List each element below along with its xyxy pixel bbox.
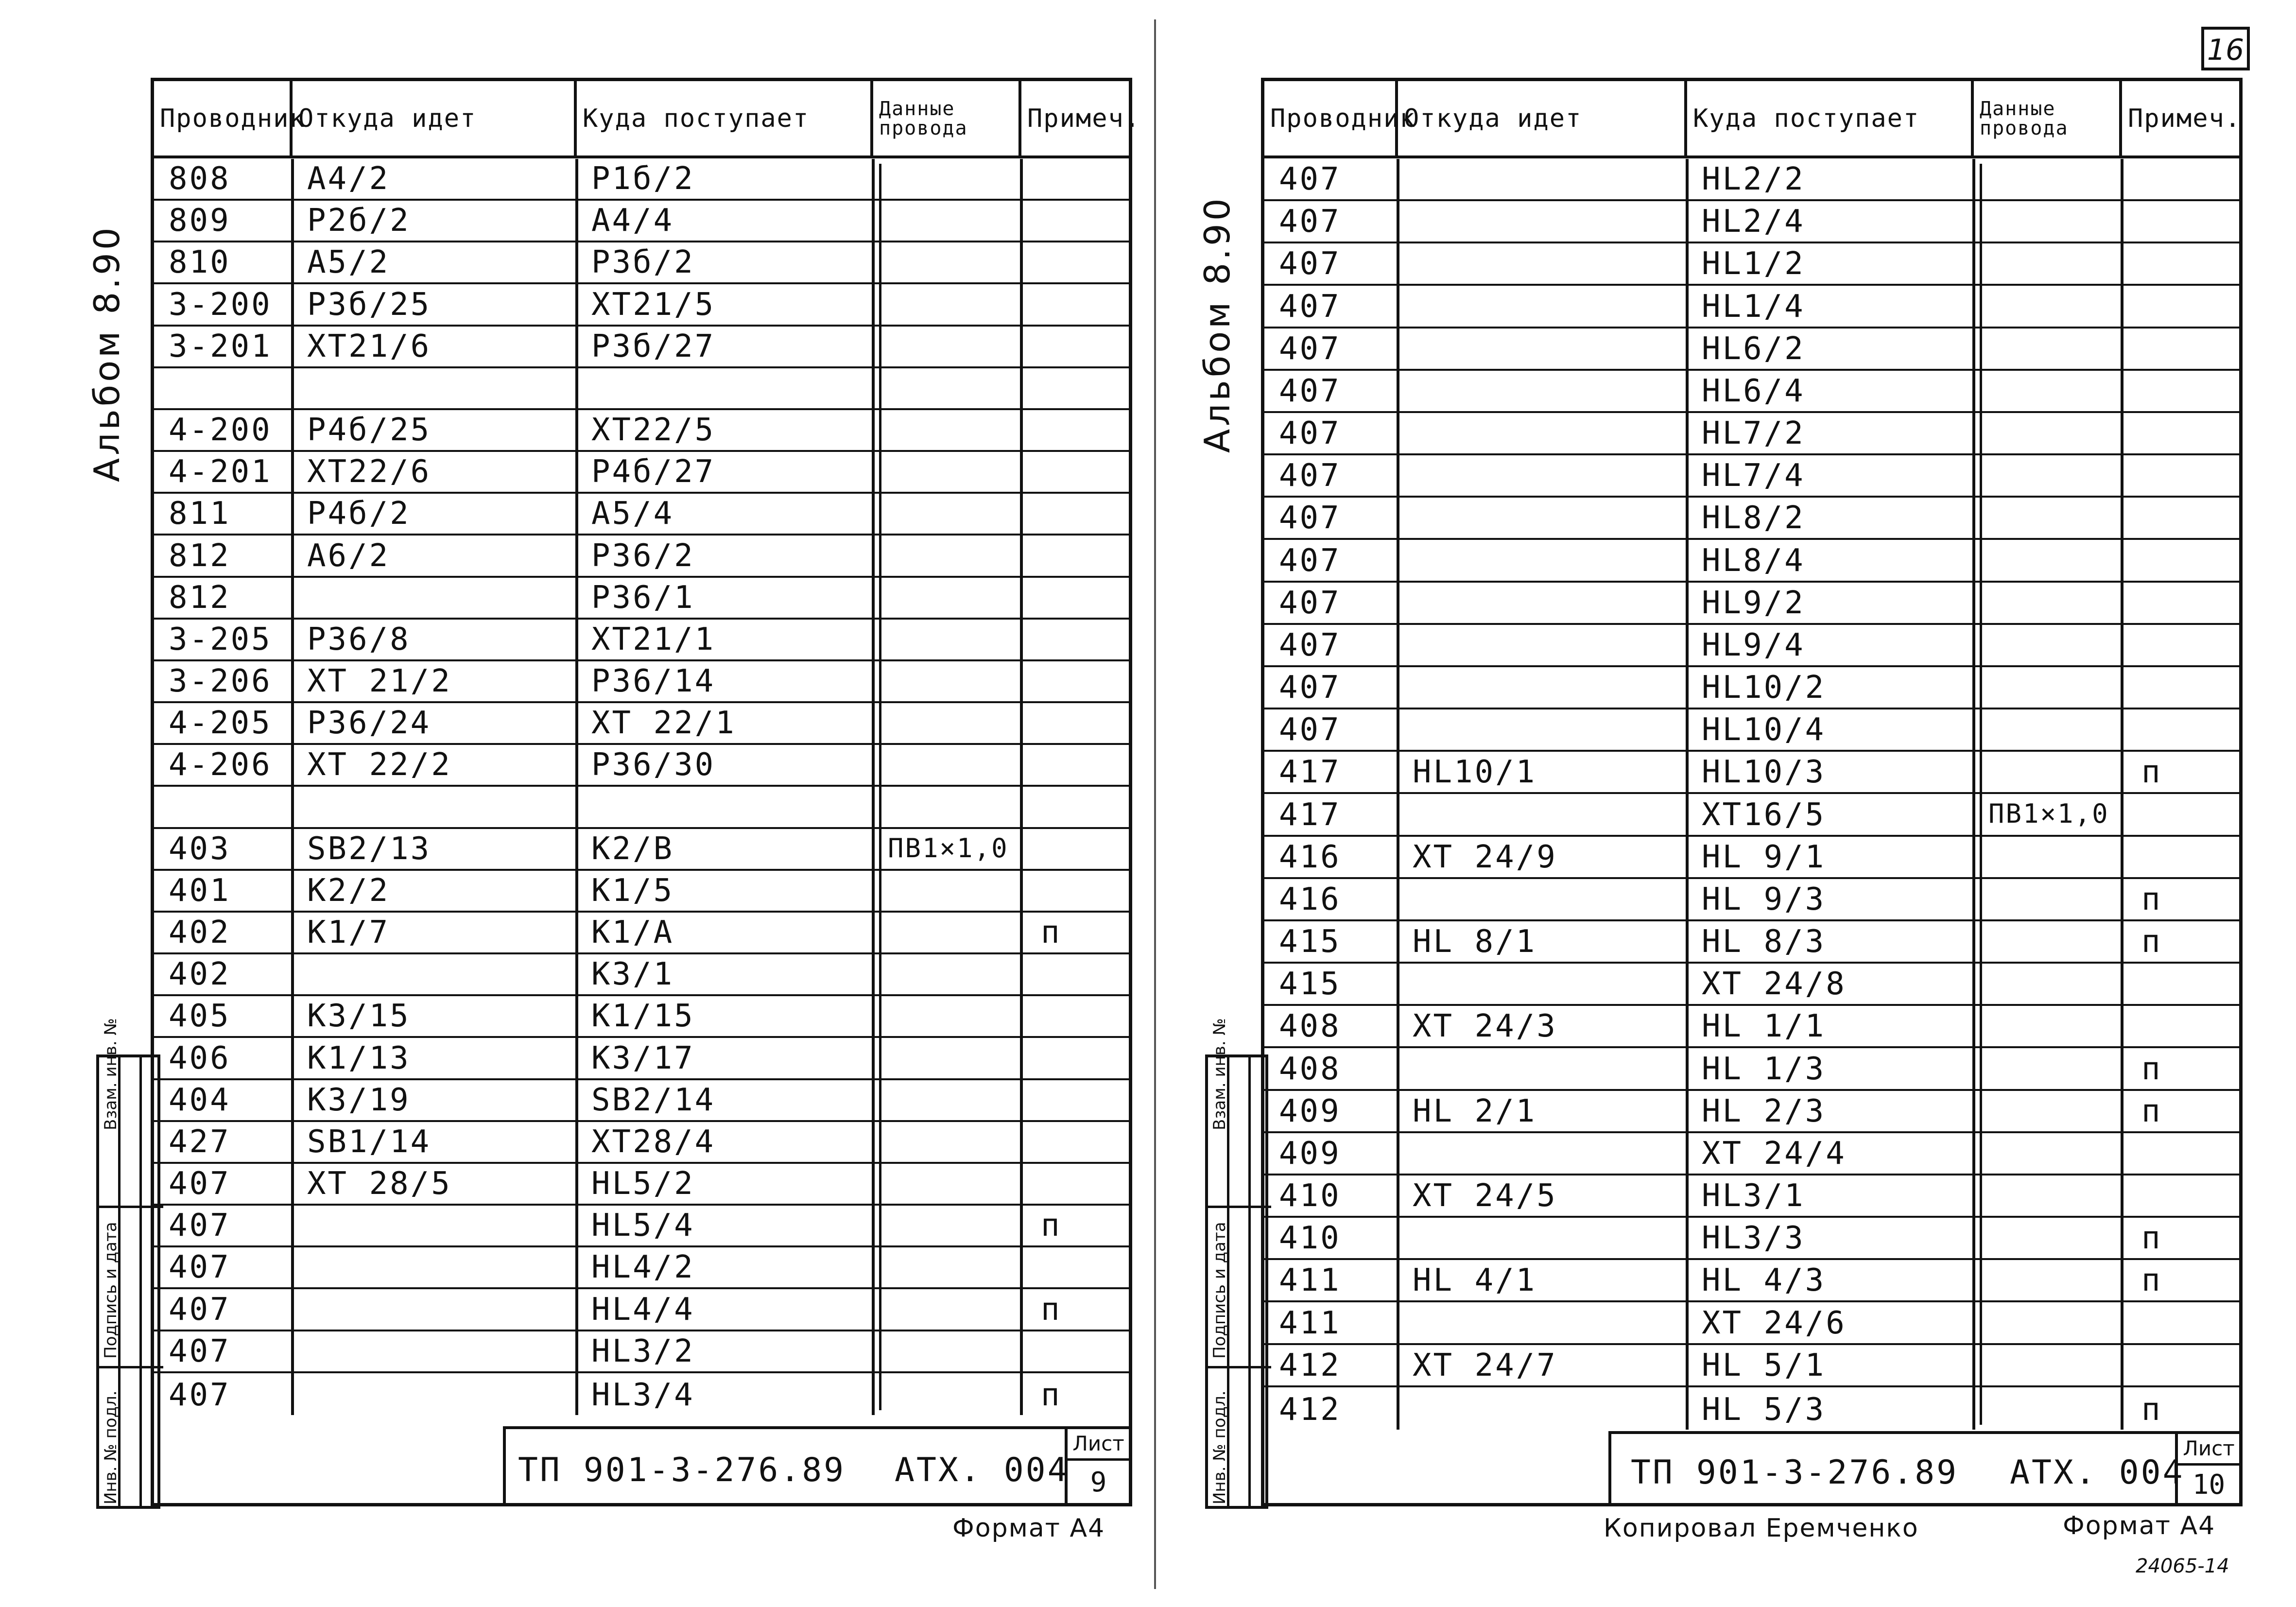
conductor-cell: 405 (169, 998, 231, 1035)
table-header (154, 81, 1141, 158)
to-cell: XT 22/1 (591, 705, 736, 742)
to-cell: HL2/4 (1702, 204, 1805, 240)
to-cell: XT 24/4 (1702, 1135, 1847, 1172)
table-row (1264, 413, 2239, 455)
stamp-right (1205, 1018, 1268, 1509)
table-row (1264, 1091, 2239, 1133)
from-cell: XT 21/2 (307, 663, 452, 700)
from-cell: HL 2/1 (1413, 1093, 1537, 1129)
to-cell: K2/B (591, 830, 674, 867)
conductor-cell: 401 (169, 872, 231, 909)
to-cell: HL7/4 (1702, 458, 1805, 494)
to-cell: HL1/2 (1702, 246, 1805, 282)
conductor-cell: 3-206 (169, 663, 272, 700)
from-cell: XT21/6 (307, 328, 432, 364)
from-cell: XT 24/3 (1413, 1008, 1557, 1045)
header-wire-data-line1: Данные (1980, 97, 2056, 120)
to-cell: HL3/2 (591, 1333, 695, 1369)
header-conductor: Проводник (1264, 81, 1398, 156)
conductor-cell: 408 (1279, 1008, 1341, 1045)
from-cell: SB1/14 (307, 1123, 432, 1160)
table-row (1264, 1303, 2239, 1345)
conductor-cell: 3-201 (169, 328, 272, 364)
note-cell: п (2141, 1220, 2162, 1257)
to-cell: HL 5/1 (1702, 1347, 1826, 1383)
to-cell: HL 9/1 (1702, 839, 1826, 875)
from-cell: SB2/13 (307, 830, 432, 867)
to-cell: HL 9/3 (1702, 881, 1826, 917)
from-cell: P4б/2 (307, 496, 411, 532)
to-cell: HL3/3 (1702, 1220, 1805, 1257)
conductor-cell: 407 (169, 1291, 231, 1328)
table-row (154, 1206, 1129, 1247)
conductor-cell: 403 (169, 830, 231, 867)
conductor-cell: 4-200 (169, 412, 272, 449)
table-row (154, 242, 1129, 284)
header-wire-data (873, 81, 1021, 156)
note-cell: п (2141, 1391, 2162, 1428)
stamp-label-inv: Инв. № подл. (101, 1390, 121, 1504)
doc-number-right: ТП 901-3-276.89 (1631, 1453, 1959, 1492)
to-cell: HL 1/1 (1702, 1008, 1826, 1045)
header-notes: Примеч. (1027, 104, 1141, 133)
conductor-cell: 415 (1279, 966, 1341, 1002)
conductor-cell: 417 (1279, 796, 1341, 833)
table-row (154, 1164, 1129, 1206)
conductor-cell: 417 (1279, 754, 1341, 791)
conductor-cell: 407 (1279, 712, 1341, 748)
to-cell: HL6/4 (1702, 373, 1805, 409)
table-row (1264, 328, 2239, 371)
album-label-right: Альбом 8.90 (1197, 195, 1238, 453)
conductor-cell: 407 (169, 1377, 231, 1413)
wire-brace (879, 164, 895, 1410)
conductor-cell: 407 (169, 1166, 231, 1202)
sheet-label-left: Лист (1068, 1429, 1129, 1461)
page-divider (1154, 19, 1156, 1589)
from-cell: P2б/2 (307, 203, 411, 239)
from-cell: P36/8 (307, 621, 411, 657)
from-cell: XT22/6 (307, 454, 432, 490)
title-block-right (1608, 1431, 2243, 1506)
table-row (154, 787, 1129, 829)
header-to: Куда поступает (577, 81, 873, 156)
doc-code-right: АТХ. 004 (2010, 1453, 2185, 1492)
conductor-cell: 3-200 (169, 286, 272, 323)
to-cell: HL 8/3 (1702, 924, 1826, 960)
table-row (154, 1373, 1129, 1415)
to-cell: P36/14 (591, 663, 716, 700)
sheet-number-right: 10 (2192, 1469, 2226, 1501)
to-cell: HL3/1 (1702, 1178, 1805, 1214)
table-row (154, 661, 1129, 703)
note-cell: п (2141, 881, 2162, 917)
note-cell: п (1041, 1291, 1062, 1328)
table-row (1264, 371, 2239, 413)
to-cell: HL 2/3 (1702, 1093, 1826, 1129)
to-cell: HL5/2 (591, 1166, 695, 1202)
conductor-cell: 404 (169, 1082, 231, 1118)
to-cell: P3б/2 (591, 244, 695, 281)
wire-spec: ПВ1×1,0 (1988, 798, 2109, 829)
header-wire-data-line2: провода (1980, 117, 2069, 139)
conductor-cell: 412 (1279, 1347, 1341, 1383)
table-row (154, 996, 1129, 1038)
from-cell: P3б/25 (307, 286, 432, 323)
table-row (154, 201, 1129, 242)
wire-table-left (151, 78, 1141, 1506)
conductor-cell: 427 (169, 1123, 231, 1160)
to-cell: K1/A (591, 915, 674, 951)
table-row (154, 1038, 1129, 1080)
table-row (1264, 1175, 2239, 1218)
to-cell: A5/4 (591, 496, 674, 532)
from-cell: K1/13 (307, 1040, 411, 1076)
table-row (154, 327, 1129, 368)
conductor-cell: 409 (1279, 1093, 1341, 1129)
header-wire-data-line1: Данные (879, 97, 955, 120)
note-cell: п (1041, 1208, 1062, 1244)
table-row (1264, 921, 2239, 964)
to-cell: HL 4/3 (1702, 1262, 1826, 1299)
table-row (1264, 1006, 2239, 1048)
conductor-cell: 411 (1279, 1262, 1341, 1299)
to-cell: HL 5/3 (1702, 1391, 1826, 1428)
conductor-cell: 810 (169, 244, 231, 281)
to-cell: XT21/5 (591, 286, 716, 323)
conductor-cell: 416 (1279, 881, 1341, 917)
header-wire-data-line2: провода (879, 117, 968, 139)
conductor-cell: 812 (169, 537, 231, 574)
format-left: Формат А4 (952, 1514, 1105, 1543)
conductor-cell: 407 (1279, 542, 1341, 579)
to-cell: HL7/2 (1702, 415, 1805, 452)
table-row (1264, 1049, 2239, 1091)
to-cell: HL1/4 (1702, 288, 1805, 325)
sheet-number-left: 9 (1090, 1466, 1107, 1498)
title-block-left (503, 1426, 1132, 1506)
to-cell: HL6/2 (1702, 330, 1805, 367)
header-from: Откуда идет (293, 81, 577, 156)
table-row (154, 1080, 1129, 1122)
table-row (1264, 583, 2239, 625)
to-cell: P3б/27 (591, 328, 716, 364)
table-row (1264, 1133, 2239, 1175)
conductor-cell: 407 (1279, 500, 1341, 536)
conductor-cell: 407 (169, 1333, 231, 1369)
table-row (1264, 159, 2239, 201)
header-to: Куда поступает (1687, 81, 1974, 156)
conductor-cell: 4-206 (169, 747, 272, 783)
table-row (1264, 1218, 2239, 1260)
from-cell: K1/7 (307, 915, 390, 951)
from-cell: HL10/1 (1413, 754, 1537, 791)
table-row (1264, 837, 2239, 879)
table-row (1264, 1387, 2239, 1430)
note-cell: п (2141, 1051, 2162, 1087)
table-row (154, 494, 1129, 536)
table-row (1264, 540, 2239, 583)
table-row (1264, 879, 2239, 921)
to-cell: XT21/1 (591, 621, 716, 657)
conductor-cell: 811 (169, 496, 231, 532)
conductor-cell: 808 (169, 161, 231, 197)
to-cell: HL10/2 (1702, 670, 1826, 706)
conductor-cell: 809 (169, 203, 231, 239)
page-number-box: 16 (2201, 27, 2250, 70)
from-cell: K3/19 (307, 1082, 411, 1118)
to-cell: P36/2 (591, 537, 695, 574)
conductor-cell: 4-205 (169, 705, 272, 742)
stamp-label-replace: Взам. инв. № (101, 1018, 121, 1130)
stamp-label-replace-right: Взам. инв. № (1210, 1018, 1229, 1130)
stamp-label-sign: Подпись и дата (101, 1222, 121, 1359)
note-cell: п (2141, 1093, 2162, 1129)
note-cell: п (1041, 915, 1062, 951)
table-row (154, 1290, 1129, 1331)
to-cell: HL8/4 (1702, 542, 1805, 579)
table-row (1264, 455, 2239, 498)
header-notes: Примеч. (2128, 104, 2242, 133)
conductor-cell: 407 (1279, 585, 1341, 621)
to-cell: HL4/4 (591, 1291, 695, 1328)
from-cell: K2/2 (307, 872, 390, 909)
table-row (154, 1247, 1129, 1289)
from-cell: XT 22/2 (307, 747, 452, 783)
conductor-cell: 407 (1279, 373, 1341, 409)
table-row (1264, 667, 2239, 709)
table-row (1264, 201, 2239, 243)
to-cell: XT28/4 (591, 1123, 716, 1160)
from-cell: A6/2 (307, 537, 390, 574)
to-cell: XT22/5 (591, 412, 716, 449)
to-cell: K1/5 (591, 872, 674, 909)
conductor-cell: 406 (169, 1040, 231, 1076)
to-cell: XT 24/6 (1702, 1305, 1847, 1341)
conductor-cell: 407 (1279, 288, 1341, 325)
table-row (1264, 243, 2239, 286)
conductor-cell: 410 (1279, 1220, 1341, 1257)
stamp-label-inv-right: Инв. № подл. (1210, 1390, 1229, 1504)
table-row (1264, 752, 2239, 794)
from-cell: A5/2 (307, 244, 390, 281)
from-cell: HL 4/1 (1413, 1262, 1537, 1299)
conductor-cell: 409 (1279, 1135, 1341, 1172)
header-conductor: Проводник (154, 81, 293, 156)
from-cell: XT 24/7 (1413, 1347, 1557, 1383)
to-cell: A4/4 (591, 203, 674, 239)
to-cell: SB2/14 (591, 1082, 716, 1118)
to-cell: HL4/2 (591, 1249, 695, 1286)
table-row (154, 871, 1129, 913)
conductor-cell: 407 (1279, 415, 1341, 452)
table-row (154, 452, 1129, 494)
header-wire-data (1974, 81, 2122, 156)
table-row (154, 285, 1129, 327)
conductor-cell: 412 (1279, 1391, 1341, 1428)
table-row (154, 1122, 1129, 1164)
table-row (1264, 709, 2239, 752)
conductor-cell: 407 (1279, 204, 1341, 240)
to-cell: HL10/4 (1702, 712, 1826, 748)
to-cell: HL9/4 (1702, 627, 1805, 663)
to-cell: XT 24/8 (1702, 966, 1847, 1002)
to-cell: HL8/2 (1702, 500, 1805, 536)
from-cell: XT 28/5 (307, 1166, 452, 1202)
table-row (1264, 964, 2239, 1006)
doc-number-left: ТП 901-3-276.89 (518, 1451, 846, 1489)
conductor-cell: 4-201 (169, 454, 272, 490)
conductor-cell: 402 (169, 915, 231, 951)
header-from: Откуда идет (1398, 81, 1687, 156)
table-row (154, 745, 1129, 787)
conductor-cell: 416 (1279, 839, 1341, 875)
conductor-cell: 411 (1279, 1305, 1341, 1341)
conductor-cell: 3-205 (169, 621, 272, 657)
to-cell: HL 1/3 (1702, 1051, 1826, 1087)
from-cell: K3/15 (307, 998, 411, 1035)
to-cell: P4б/27 (591, 454, 716, 490)
table-header (1264, 81, 2242, 158)
table-row (1264, 1260, 2239, 1302)
table-row (154, 1331, 1129, 1373)
to-cell: K3/1 (591, 956, 674, 993)
conductor-cell: 407 (1279, 458, 1341, 494)
to-cell: HL5/4 (591, 1208, 695, 1244)
to-cell: P36/30 (591, 747, 716, 783)
from-cell: P4б/25 (307, 412, 432, 449)
from-cell: P36/24 (307, 705, 432, 742)
wire-spec: ПВ1×1,0 (888, 832, 1009, 864)
conductor-cell: 407 (1279, 161, 1341, 198)
to-cell: HL2/2 (1702, 161, 1805, 198)
conductor-cell: 407 (1279, 627, 1341, 663)
note-cell: п (1041, 1377, 1062, 1413)
conductor-cell: 408 (1279, 1051, 1341, 1087)
note-cell: п (2141, 754, 2162, 791)
to-cell: HL10/3 (1702, 754, 1826, 791)
conductor-cell: 402 (169, 956, 231, 993)
to-cell: K3/17 (591, 1040, 695, 1076)
to-cell: XT16/5 (1702, 796, 1826, 833)
table-row (1264, 286, 2239, 328)
note-cell: п (2141, 924, 2162, 960)
conductor-cell: 410 (1279, 1178, 1341, 1214)
from-cell: XT 24/9 (1413, 839, 1557, 875)
sheet-label-right: Лист (2178, 1434, 2240, 1466)
to-cell: P1б/2 (591, 161, 695, 197)
conductor-cell: 415 (1279, 924, 1341, 960)
table-row (154, 954, 1129, 996)
table-row (154, 913, 1129, 954)
table-row (1264, 1345, 2239, 1387)
from-cell: HL 8/1 (1413, 924, 1537, 960)
doc-code-left: АТХ. 004 (895, 1451, 1070, 1489)
to-cell: K1/15 (591, 998, 695, 1035)
stamp-label-sign-right: Подпись и дата (1210, 1222, 1229, 1359)
archive-number: 24065-14 (2136, 1555, 2229, 1577)
table-row (154, 368, 1129, 410)
table-row (1264, 498, 2239, 540)
conductor-cell: 407 (169, 1249, 231, 1286)
table-row (154, 536, 1129, 578)
from-cell: XT 24/5 (1413, 1178, 1557, 1214)
conductor-cell: 407 (169, 1208, 231, 1244)
to-cell: P36/1 (591, 579, 695, 616)
table-row (154, 703, 1129, 745)
album-label-left: Альбом 8.90 (86, 225, 127, 482)
from-cell: A4/2 (307, 161, 390, 197)
to-cell: HL9/2 (1702, 585, 1805, 621)
table-row (1264, 625, 2239, 667)
wire-brace (1980, 164, 1996, 1425)
conductor-cell: 407 (1279, 246, 1341, 282)
copied-by: Копировал Еремченко (1604, 1514, 1919, 1543)
to-cell: HL3/4 (591, 1377, 695, 1413)
wire-table-right (1261, 78, 2243, 1506)
table-row (154, 578, 1129, 620)
conductor-cell: 812 (169, 579, 231, 616)
note-cell: п (2141, 1262, 2162, 1299)
format-right: Формат А4 (2063, 1511, 2216, 1540)
table-row (154, 620, 1129, 661)
conductor-cell: 407 (1279, 330, 1341, 367)
conductor-cell: 407 (1279, 670, 1341, 706)
table-row (154, 410, 1129, 452)
table-row (154, 159, 1129, 201)
